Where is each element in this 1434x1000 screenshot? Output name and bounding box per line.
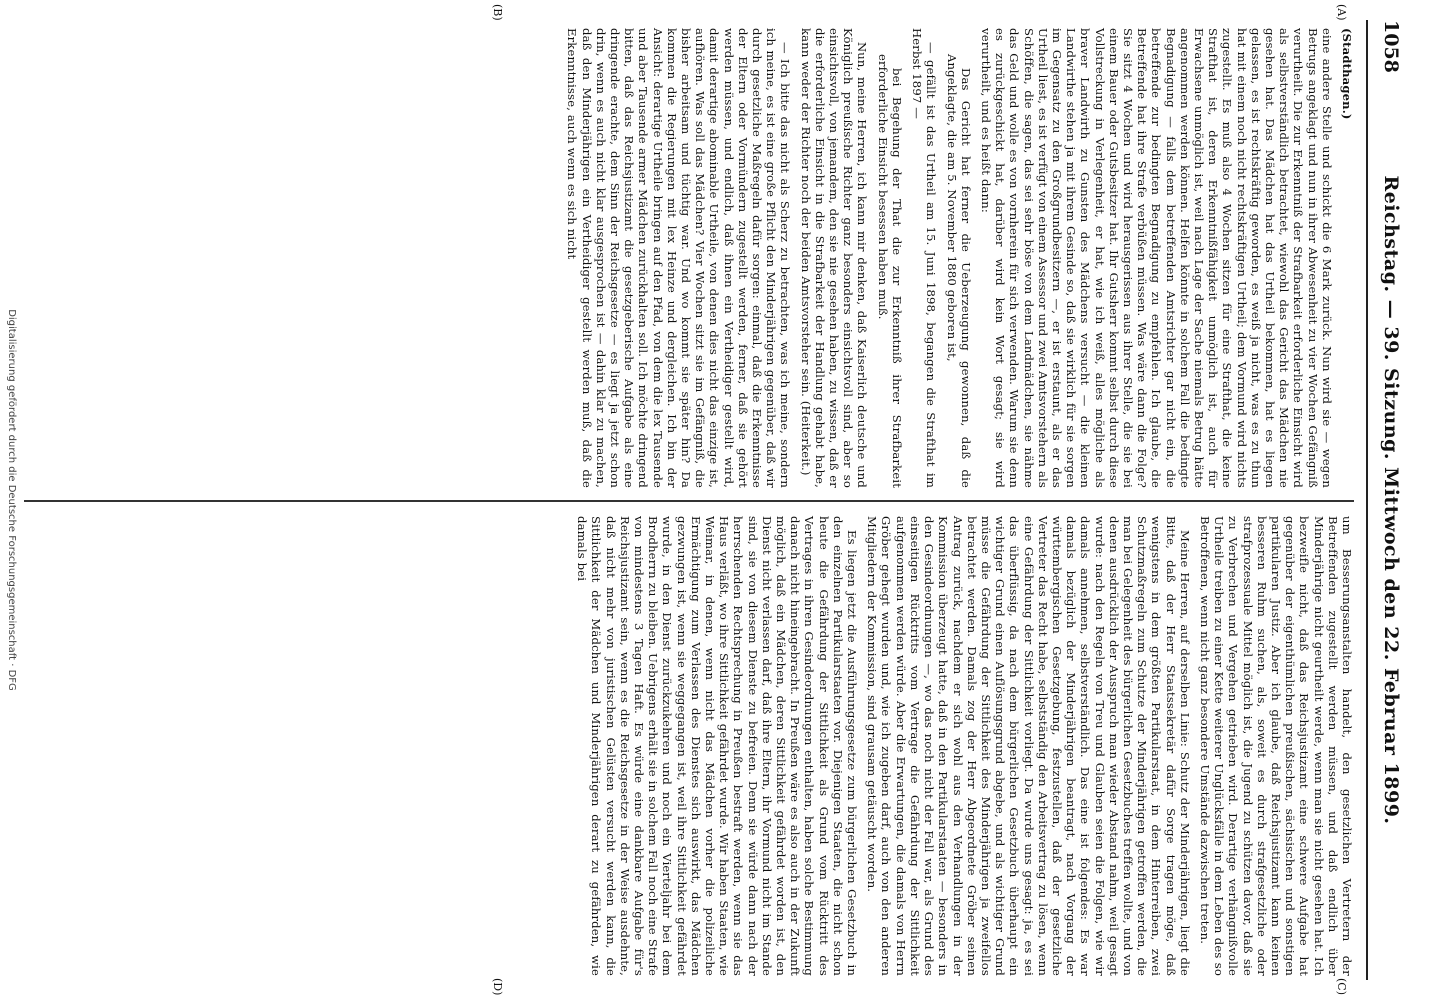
paragraph: — Ich bitte das nicht als Scherz zu betrachten, was ich meine, sondern ich meine, es ist eine große Pflicht den Minderjährigen gegenüber, daß wir durch gesetzliche Maßregeln dafür sorgen: einmal, daß die Erkenntnisse der Eltern oder Vormündern zugestellt werden, ferner, daß sie gehört werden müssen, und endlich, daß ihnen ein Vertheidiger gestellt wird, damit derartige abominable Urtheile, von denen dies nicht das einzige ist, aufhören. Was soll das Mädchen? Vier Wochen sitzt sie im Gefängniß, die bisher arbeitsam und tüchtig war. Und wo kommt sie später hin? Da kommen die Regierungen mit lex Heinze und dergleichen. Ich bin der Ansicht: derartige Urtheile bringen auf den Pfad, von dem die lex Tausende und aber Tausende armer Mädchen zurückhalten soll. Ich möchte dringend bitten, daß das Reichsjustizamt die gesetzgeberische Aufgabe als eine dringende erachte, dem Sinn der Reichsgesetze — es liegt ja jetzt schon drin, wenn es auch nicht klar ausgesprochen ist — dahin klar zu machen, daß den Minderjährigen ein Vertheidiger gestellt werden muß, daß die Erkenntnisse, auch wenn es sich nicht [565,28,793,488]
running-title: Reichstag. — 39. Sitzung. Mittwoch den 22. Februar 1899. [1380,175,1402,825]
paragraph: Nun, meine Herren, ich kann mir denken, daß Kaiserlich deutsche und Königlich preußische Richter ganz besonders einsichtsvoll sind, aber so einsichtsvoll, von jemandem, den sie nie gesehen haben, zu wissen, daß er die erforderliche Einsicht in die Strafbarkeit der Handlung gehabt habe, kann weder der Richter noch der beiden Amtsvorsteher sein. (Heiterkeit.) [798,28,870,488]
paragraph: Meine Herren, auf derselben Linie: Schutz der Minderjährigen, liegt die Bitte, daß der Herr Staatssekretär dafür Sorge tragen möge, daß wenigstens in dem größten Partikularstaat, in dem Hinterreiben, zwei Schutzmaßregeln zum Schutze der Minderjährigen getroffen werden, die man bei Gelegenheit des bürgerlichen Gesetzbuches treffen wollte, und von denen ausdrücklich der Ausspruch man wieder Abstand nahm, weil gesagt wurde: nach den Regeln von Treu und Glauben seien die Folgen, wie wir damals annehmen, selbstverständlich. Das eine ist folgendes: Es war damals bezüglich der Minderjährigen beantragt, nach Vorgang der württembergischen Gesetzgebung, festzustellen, daß der gesetzliche Vertreter das Recht habe, selbstständig den Arbeitsvertrag zu lösen, wenn eine Gefährdung der Sittlichkeit vorliegt. Da wurde uns gesagt: ja, es sei das überflüssig, da nach dem bürgerlichen Gesetzbuch überhaupt ein wichtiger Grund einen Auflösungsgrund abgebe, und als wichtiger Grund müsse die Gefährdung der Sittlichkeit des Minderjährigen ja zweifellos betrachtet werden. Damals zog der Herr Abgeordnete Gröber seinen Antrag zurück, nachdem er sich wohl aus den Verhandlungen in der Kommission überzeugt hatte, daß in den Partikularstaaten — besonders in den Gesindeordnungen —, wo das noch nicht der Fall war, als Grund des einseitigen Rücktritts vom Vertrage die Gefährdung der Sittlichkeit aufgenommen werden würde. Aber die Erwartungen, die damals von Herrn Gröber gehegt wurden und, wie ich zugeben darf, auch von den anderen Mitgliedern der Kommission, sind grausam getäuscht worden. [865,516,1192,976]
column-divider [24,500,1354,502]
margin-mark-b: (B) [491,4,504,21]
paragraph: Das Gericht hat ferner die Ueberzeugung gewonnen, daß die Angeklagte, die am 5. November 1880 geboren ist, [944,54,973,488]
left-column [559,28,1354,488]
paragraph: bei Begehung der That die zur Erkenntniß ihrer Strafbarkeit erforderliche Einsicht besessen haben muß. [875,54,904,488]
header-rule [1366,20,1368,980]
page-header [1372,20,1406,980]
paragraph: Es liegen jetzt die Ausführungsgesetze zum bürgerlichen Gesetzbuch in den einzelnen Partikularstaaten vor. Diejenigen Staaten, die nicht schon heute die Gefährdung der Sittlichkeit als Grund vom Rücktritt des Vertrages in ihren Gesindeordnungen enthalten, haben solche Bestimmung danach nicht hineingebracht. In Preußen wäre es also auch in der Zukunft möglich, daß ein Mädchen, deren Sittlichkeit gefährdet worden ist, den Dienst nicht verlassen darf, daß ihre Eltern, ihr Vormund nicht im Stande sind, sie von diesem Dienste zu befreien. Denn sie würde dann nach der herrschenden Rechtsprechung in Preußen bestraft werden, wenn sie das Haus verläßt, wo ihre Sittlichkeit gefährdet wurde. Wir haben Staaten, wie Weimar, in denen, wenn nicht das Mädchen vorher die polizeiliche Ermächtigung zum Verlassen des Dienstes sich auswirkt, das Mädchen gezwungen ist, wenn sie weggegangen ist, weil ihre Sittlichkeit gefährdet wurde, in den Dienst zurückzukehren und noch ein Vierteljahr bei dem Brodherrn zu bleiben. Uebrigens erhält sie in solchem Fall noch eine Strafe von mindestens 3 Tagen Haft. Es würde eine dankbare Aufgabe für's Reichsjustizamt sein, wenn es die Reichsgesetze in der Weise ausdehnte, daß nicht mehr von juristischen Gelüsten versucht werden kann, die Sittlichkeit der Mädchen und Minderjährigen derart zu gefährden, wie damals bei [575,516,860,976]
page-number: 1058 [1380,20,1402,73]
margin-mark-c: (C) [1335,978,1348,995]
margin-mark-a: (A) [1335,4,1348,21]
paragraph: um Besserungsanstalten handelt, den gesetzlichen Vertretern der Betreffenden zugestellt werden müssen, und daß endlich über Minderjährige nicht geurtheilt werde, wenn man sie nicht gesehen hat. Ich bezweifle nicht, daß das Reichsjustizamt eine schwere Aufgabe hat gegenüber der eigenthümlichen preußischen, sächsischen und sonstigen partikularen Justiz. Aber ich glaube, daß Reichsjustizamt kann keinen besseren Ruhm suchen, als, soweit es durch strafgesetzliche oder strafprozessuale Mittel möglich ist, die Jugend zu schützen davor, daß sie zu Verbrechen und Vergehen getrieben wird. Derartige verhängnißvolle Urtheile treiben zu einer Kette weiterer Unglücksfälle in dem Leben des so Betroffenen, wenn nicht ganz besondere Umstände dazwischen treten. [1197,516,1354,976]
right-column [569,516,1354,976]
speaker-label: (Stadthagen.) [1340,28,1354,120]
margin-mark-d: (D) [491,978,504,996]
paragraph: eine andere Stelle und schickt die 6 Mark zurück. Nun wird sie — wegen Betrugs angeklagt und nun in ihrer Abwesenheit zu vier Wochen Gefängniß verurtheilt. Die zur Erkenntniß der Strafbarkeit erforderliche Einsicht wird als selbstverständlich betrachtet, wiewohl das Gericht das Mädchen nie gesehen hat. Das Mädchen hat das Urtheil bekommen, hat es liegen gelassen, es ist rechtskräftig geworden, es weiß ja nicht, was es zu thun hat mit einem noch nicht rechtskräftigen Urtheil; dem Vormund wird nichts zugestellt. Es muß also 4 Wochen sitzen für eine Strafthat, die keine Strafthat ist, deren Erkenntnißfähigkeit unmöglich ist, auch für Erwachsene unmöglich ist, weil nach Lage der Sache niemals Betrug hätte angenommen werden können. Helfen könnte in solchem Fall die bedingte Begnadigung — falls dem betreffenden Amtsrichter gar nicht ein, die betreffende zur bedingten Begnadigung zu empfehlen. Ich glaube, die Betreffende hat ihre Strafe verbüßen müssen. Was wäre dann die Folge? Sie sitzt 4 Wochen und wird herausgerissen aus ihrer Stelle, die sie bei einem Bauer oder Gutsbesitzer hat. Ihr Gutsherr kommt selbst durch diese Vollstreckung in Verlegenheit, er hat, wie ich weiß, alles mögliche als braver Landwirth zu Gunsten des Mädchens versucht — die kleinen Landwirthe stehen ja mit ihrem Gesinde so, daß sie wirklich für sie sorgen im Gegensatz zu den Großgrundbesitzern —, er ist erstaunt, als er das Urtheil liest, es ist verfügt von einem Assessor und zwei Amtsvorstehern als Schöffen, die sagen, das sei sehr böse von dem Landmädchen, sie nähme das Geld und wolle es von vornherein für sich verwenden. Warum sie denn es zurückgeschickt hat, darüber wird kein Wort gesagt; sie wird verurtheilt, und es heißt dann: [978,28,1334,488]
digitization-credit: Digitalisierung gefördert durch die Deutsche Forschungsgemeinschaft · DFG [6,309,17,691]
paragraph: — gefällt ist das Urtheil am 15. Juni 1898, begangen die Strafthat im Herbst 1897 — [910,28,939,488]
